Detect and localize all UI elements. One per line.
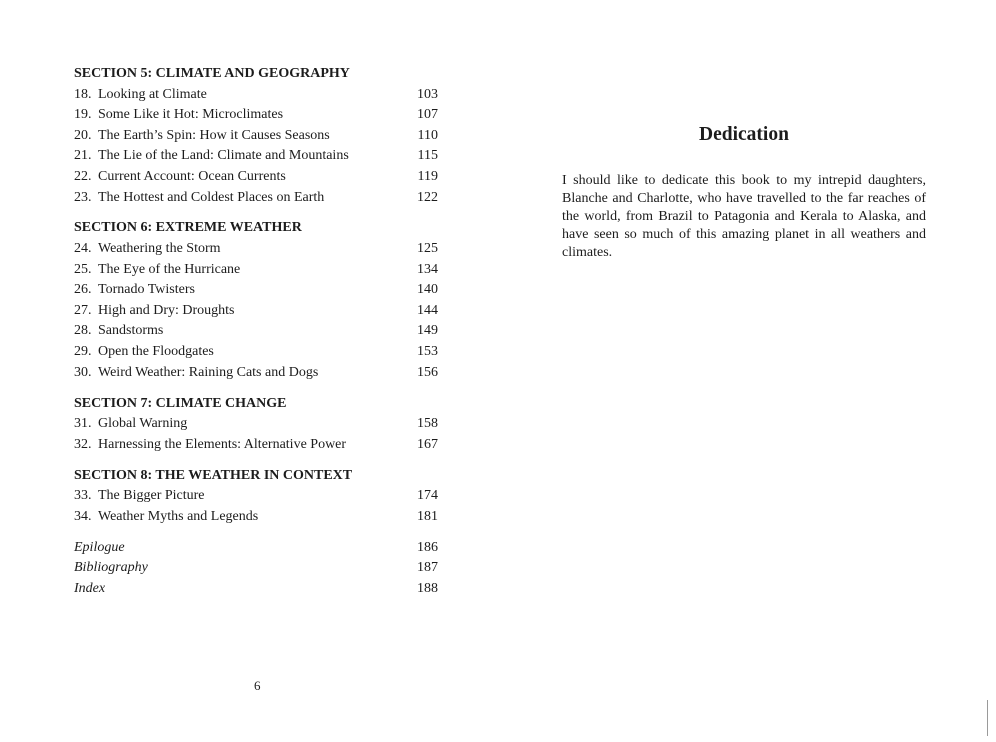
- section-heading: SECTION 8: THE WEATHER IN CONTEXT: [74, 467, 353, 483]
- table-of-contents: [74, 64, 438, 599]
- toc-entry: [74, 538, 438, 559]
- toc-section: [74, 466, 438, 528]
- toc-entry: [74, 85, 438, 106]
- chapter-number: 26.: [74, 282, 92, 298]
- chapter-title: Weird Weather: Raining Cats and Dogs: [98, 364, 319, 380]
- back-matter-page: 188: [417, 580, 438, 596]
- chapter-title: Weathering the Storm: [98, 241, 221, 257]
- toc-section: [74, 218, 438, 383]
- chapter-number: 34.: [74, 508, 92, 524]
- toc-entry: [74, 167, 438, 188]
- chapter-title: The Hottest and Coldest Places on Earth: [98, 189, 325, 205]
- chapter-number: 20.: [74, 127, 92, 143]
- chapter-page: 122: [417, 189, 438, 205]
- chapter-title: Looking at Climate: [98, 86, 207, 102]
- toc-entry: [74, 414, 438, 435]
- chapter-title: The Eye of the Hurricane: [98, 261, 241, 277]
- chapter-title: Harnessing the Elements: Alternative Power: [98, 436, 347, 452]
- chapter-title: Tornado Twisters: [98, 282, 195, 298]
- section-heading: SECTION 5: CLIMATE AND GEOGRAPHY: [74, 66, 350, 81]
- chapter-page: 134: [417, 261, 438, 277]
- chapter-page: 156: [417, 364, 438, 380]
- toc-entry: [74, 579, 438, 600]
- chapter-page: 140: [417, 282, 438, 298]
- toc-entry: [74, 146, 438, 167]
- toc-entry: [74, 363, 438, 384]
- back-matter-title: Index: [74, 580, 106, 596]
- toc-entry: [74, 280, 438, 301]
- chapter-number: 24.: [74, 241, 92, 257]
- chapter-page: 125: [417, 241, 438, 257]
- chapter-number: 25.: [74, 261, 92, 277]
- chapter-number: 29.: [74, 344, 92, 360]
- chapter-title: Sandstorms: [98, 323, 164, 339]
- chapter-page: 181: [417, 508, 438, 524]
- chapter-page: 115: [417, 148, 438, 164]
- toc-entry: [74, 507, 438, 528]
- back-matter-title: Bibliography: [74, 560, 148, 576]
- dedication-title: Dedication: [699, 124, 789, 145]
- toc-entry: [74, 321, 438, 342]
- chapter-title: The Lie of the Land: Climate and Mountains: [98, 148, 349, 164]
- chapter-number: 19.: [74, 107, 92, 123]
- chapter-number: 33.: [74, 488, 92, 504]
- chapter-title: Open the Floodgates: [98, 344, 214, 360]
- chapter-number: 18.: [74, 86, 92, 102]
- chapter-page: 144: [417, 302, 438, 318]
- toc-entry: [74, 301, 438, 322]
- back-matter-title: Epilogue: [74, 539, 125, 555]
- back-matter-page: 187: [417, 560, 438, 576]
- chapter-page: 153: [417, 344, 438, 360]
- dedication-page: [562, 120, 926, 262]
- page-number: 6: [254, 678, 261, 693]
- back-matter: [74, 538, 438, 600]
- toc-entry: [74, 126, 438, 147]
- chapter-title: Global Warning: [98, 416, 188, 432]
- toc-entry: [74, 105, 438, 126]
- chapter-number: 31.: [74, 416, 92, 432]
- scrollbar-marker[interactable]: [987, 700, 988, 736]
- chapter-title: The Bigger Picture: [98, 488, 205, 504]
- chapter-number: 32.: [74, 436, 92, 452]
- toc-entry: [74, 188, 438, 209]
- chapter-number: 28.: [74, 323, 92, 339]
- chapter-page: 158: [417, 416, 438, 432]
- chapter-title: The Earth’s Spin: How it Causes Seasons: [98, 127, 330, 143]
- toc-section: [74, 64, 438, 208]
- chapter-page: 119: [417, 168, 438, 184]
- toc-section: [74, 394, 438, 456]
- chapter-title: Current Account: Ocean Currents: [98, 168, 286, 184]
- toc-entry: [74, 260, 438, 281]
- chapter-title: Weather Myths and Legends: [98, 508, 259, 524]
- chapter-page: 167: [417, 436, 438, 452]
- chapter-page: 174: [417, 488, 438, 504]
- chapter-number: 21.: [74, 148, 92, 164]
- chapter-number: 27.: [74, 302, 92, 318]
- toc-entry: [74, 558, 438, 579]
- back-matter-page: 186: [417, 539, 438, 555]
- section-heading: SECTION 7: CLIMATE CHANGE: [74, 395, 287, 411]
- toc-entry: [74, 239, 438, 260]
- chapter-number: 30.: [74, 364, 92, 380]
- chapter-number: 22.: [74, 168, 92, 184]
- toc-entry: [74, 342, 438, 363]
- chapter-title: High and Dry: Droughts: [98, 302, 235, 318]
- chapter-page: 107: [417, 107, 438, 123]
- chapter-page: 149: [417, 323, 438, 339]
- chapter-page: 103: [417, 86, 438, 102]
- toc-entry: [74, 486, 438, 507]
- dedication-text: I should like to dedicate this book to my intrepid daughters, Blanche and Charlotte, who have travelled to the far reaches of the world, from Brazil to Patagonia and Kerala to Alaska, and have seen so much of this amazing planet in all weathers and climates.: [562, 173, 926, 260]
- chapter-number: 23.: [74, 189, 92, 205]
- chapter-title: Some Like it Hot: Microclimates: [98, 107, 284, 123]
- chapter-page: 110: [417, 127, 438, 143]
- section-heading: SECTION 6: EXTREME WEATHER: [74, 220, 302, 236]
- toc-entry: [74, 435, 438, 456]
